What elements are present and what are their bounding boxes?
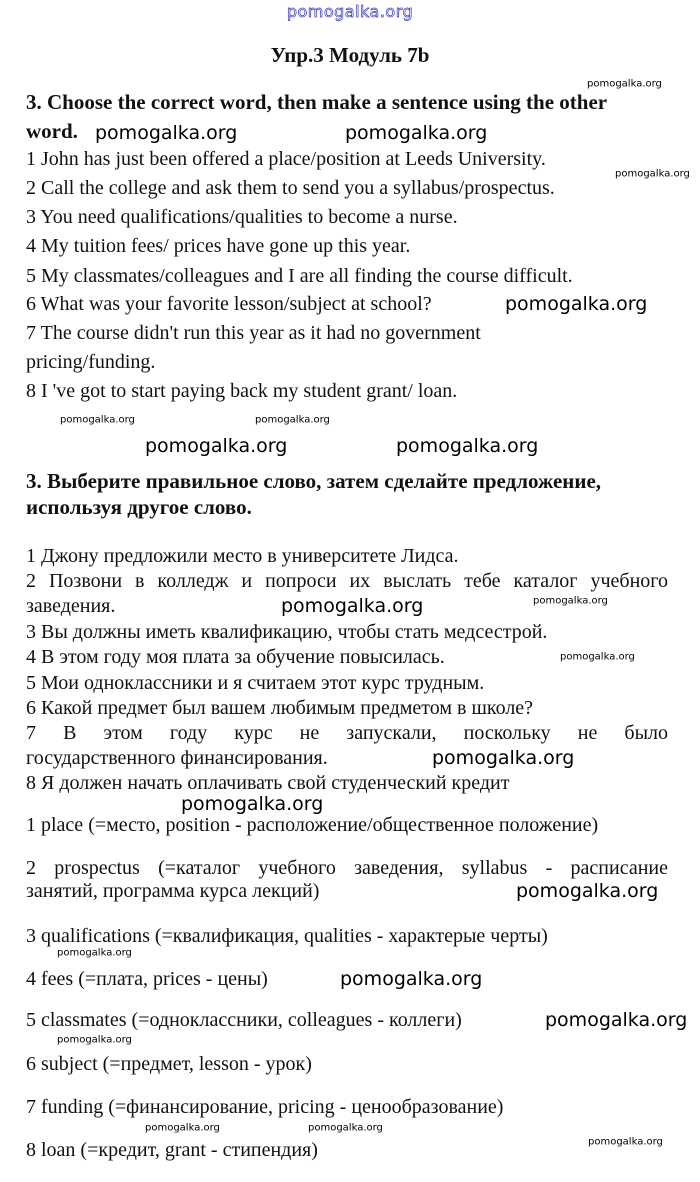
watermark: pomogalka.org bbox=[505, 293, 648, 315]
answer-line: 7 funding (=финансирование, pricing - ценообразование) bbox=[26, 1096, 504, 1118]
watermark: pomogalka.org bbox=[396, 435, 539, 457]
watermark: pomogalka.org bbox=[57, 947, 132, 959]
english-task-heading: 3. Choose the correct word, then make a sentence using the other bbox=[26, 90, 608, 114]
watermark: pomogalka.org bbox=[95, 122, 238, 144]
watermark: pomogalka.org bbox=[145, 1122, 220, 1134]
russian-sentence: 5 Мои одноклассники и я считаем этот курс трудным. bbox=[26, 672, 485, 694]
answer-line: 5 classmates (=одноклассники, colleagues - коллеги) bbox=[26, 1009, 462, 1031]
watermark: pomogalka.org bbox=[587, 78, 662, 90]
russian-sentence: 2 Позвони в колледж и попроси их выслать тебе каталог учебного bbox=[26, 570, 668, 592]
english-sentence: 4 My tuition fees/ prices have gone up this year. bbox=[26, 235, 411, 257]
answer-line: занятий, программа курса лекций) bbox=[26, 880, 320, 902]
english-sentence: 6 What was your favorite lesson/subject at school? bbox=[26, 293, 432, 315]
russian-sentence: 3 Вы должны иметь квалификацию, чтобы стать медсестрой. bbox=[26, 621, 548, 643]
page-title: Упр.3 Модуль 7b bbox=[270, 43, 430, 67]
russian-sentence: 7 В этом году курс не запускали, поскольку не было bbox=[26, 722, 668, 744]
watermark: pomogalka.org bbox=[181, 793, 324, 815]
russian-sentence: заведения. bbox=[26, 595, 116, 617]
watermark: pomogalka.org bbox=[255, 414, 330, 426]
watermark: pomogalka.org bbox=[560, 651, 635, 663]
answer-line: 6 subject (=предмет, lesson - урок) bbox=[26, 1053, 312, 1075]
english-sentence: 5 My classmates/colleagues and I are all finding the course difficult. bbox=[26, 265, 573, 287]
answer-line: 1 place (=место, position - расположение/общественное положение) bbox=[26, 814, 599, 836]
watermark: pomogalka.org bbox=[588, 1136, 663, 1148]
watermark: pomogalka.org bbox=[340, 968, 483, 990]
russian-sentence: 4 В этом году моя плата за обучение повысилась. bbox=[26, 646, 445, 668]
watermark: pomogalka.org bbox=[432, 747, 575, 769]
answer-line: 4 fees (=плата, prices - цены) bbox=[26, 968, 268, 990]
watermark: pomogalka.org bbox=[145, 435, 288, 457]
watermark: pomogalka.org bbox=[615, 168, 690, 180]
answer-line: 2 prospectus (=каталог учебного заведения, syllabus - расписание bbox=[26, 857, 668, 879]
russian-sentence: 8 Я должен начать оплачивать свой студенческий кредит bbox=[26, 772, 510, 794]
russian-task-heading-cont: используя другое слово. bbox=[26, 495, 252, 519]
english-sentence: 7 The course didn't run this year as it had no government bbox=[26, 322, 481, 344]
answer-line: 3 qualifications (=квалификация, qualities - характерые черты) bbox=[26, 925, 548, 947]
watermark: pomogalka.org bbox=[281, 595, 424, 617]
english-sentence: 1 John has just been offered a place/position at Leeds University. bbox=[26, 148, 546, 170]
watermark-header: pomogalka.org bbox=[286, 2, 414, 21]
watermark: pomogalka.org bbox=[545, 1009, 688, 1031]
english-sentence: 8 I 've got to start paying back my student grant/ loan. bbox=[26, 380, 458, 402]
russian-task-heading: 3. Выберите правильное слово, затем сделайте предложение, bbox=[26, 469, 602, 493]
russian-sentence: 1 Джону предложили место в университете Лидса. bbox=[26, 545, 459, 567]
watermark: pomogalka.org bbox=[60, 414, 135, 426]
watermark: pomogalka.org bbox=[57, 1034, 132, 1046]
english-sentence: 3 You need qualifications/qualities to become a nurse. bbox=[26, 206, 458, 228]
russian-sentence: государственного финансирования. bbox=[26, 747, 328, 769]
english-task-heading-cont: word. bbox=[26, 119, 78, 143]
english-sentence: 2 Call the college and ask them to send you a syllabus/prospectus. bbox=[26, 177, 555, 199]
russian-sentence: 6 Какой предмет был вашем любимым предметом в школе? bbox=[26, 697, 534, 719]
watermark: pomogalka.org bbox=[516, 880, 659, 902]
watermark: pomogalka.org bbox=[345, 122, 488, 144]
answer-line: 8 loan (=кредит, grant - стипендия) bbox=[26, 1139, 318, 1161]
english-sentence: pricing/funding. bbox=[26, 351, 156, 373]
watermark: pomogalka.org bbox=[308, 1122, 383, 1134]
watermark: pomogalka.org bbox=[533, 595, 608, 607]
